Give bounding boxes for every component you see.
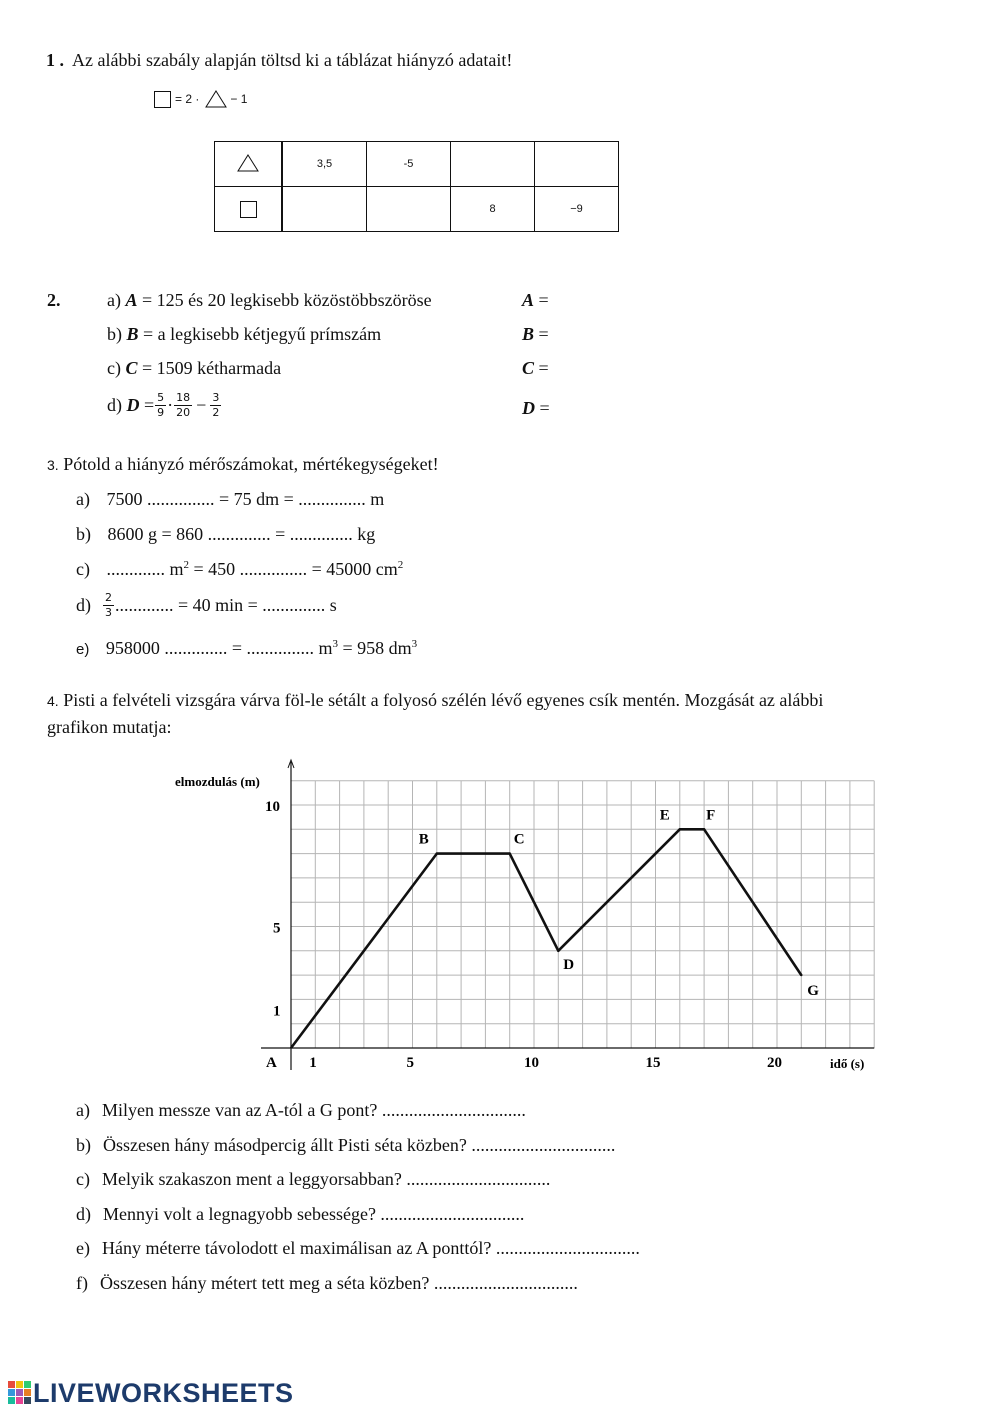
point-f-marker xyxy=(703,828,705,830)
chart-ylabel: elmozdulás (m) xyxy=(175,774,260,789)
q3-a-text[interactable]: 7500 ............... = 75 dm = ............... m xyxy=(106,489,385,509)
q2-d-answer-eq: = xyxy=(539,398,550,418)
square-icon xyxy=(154,91,171,108)
q3-instruction: Pótold a hiányzó mérőszámokat, mértékegységeket! xyxy=(63,454,439,474)
triangle-icon xyxy=(205,90,227,108)
q2-a-answer-var: A xyxy=(522,290,535,310)
point-label-f: F xyxy=(706,807,716,824)
square-header-cell xyxy=(215,187,283,232)
liveworksheets-logo-icon xyxy=(7,1379,33,1409)
q4-question-label: d) xyxy=(76,1203,91,1224)
q4-heading-line1 xyxy=(47,690,823,711)
q4-question-label: e) xyxy=(76,1238,90,1258)
fraction-numerator: 5 xyxy=(157,391,165,404)
q2-c-answer-var: C xyxy=(522,358,535,378)
q2-c-var: C xyxy=(125,358,138,378)
q3-b-text[interactable]: 8600 g = 860 .............. = .............. kg xyxy=(107,524,376,544)
answer-cell[interactable] xyxy=(451,142,535,187)
point-g-marker xyxy=(800,974,802,976)
q2-answer-c[interactable] xyxy=(522,358,549,379)
point-d-marker xyxy=(557,950,559,952)
q4-question xyxy=(76,1169,550,1190)
fraction-numerator: 18 xyxy=(176,391,191,404)
table-row xyxy=(215,142,619,187)
fraction-denominator: 9 xyxy=(157,406,165,419)
fraction-numerator: 3 xyxy=(212,391,220,404)
q2-d-fraction-2 xyxy=(174,391,192,420)
q2-line-b xyxy=(107,324,381,345)
q2-c-label: c) xyxy=(107,358,121,378)
q2-d-eq: = xyxy=(144,395,155,415)
triangle-icon xyxy=(237,154,259,172)
point-e-marker xyxy=(679,828,681,830)
x-tick-label: 1 xyxy=(309,1055,317,1071)
q4-question-label: f) xyxy=(76,1272,88,1293)
q2-number: 2. xyxy=(47,290,61,310)
chart-xlabel: idő (s) xyxy=(830,1056,865,1071)
y-tick-label: 1 xyxy=(273,1003,281,1020)
q4-question-text[interactable]: Mennyi volt a legnagyobb sebessége? ................................ xyxy=(103,1203,525,1224)
q4-question-text[interactable]: Hány méterre távolodott el maximálisan az A ponttól? ................................ xyxy=(101,1238,640,1258)
q2-c-text: = 1509 kétharmada xyxy=(142,358,282,378)
q4-question-label: c) xyxy=(76,1169,90,1189)
q2-b-text: = a legkisebb kétjegyű prímszám xyxy=(143,324,382,344)
q2-d-minus: − xyxy=(196,395,207,415)
chart-grid xyxy=(291,781,874,1048)
q3-heading xyxy=(47,454,439,475)
q3-a-label: a) xyxy=(76,489,90,509)
q3-b-label: b) xyxy=(76,524,91,544)
q3-c-label: c) xyxy=(76,559,90,579)
answer-cell[interactable] xyxy=(367,187,451,232)
q2-b-answer-eq: = xyxy=(538,324,549,344)
fraction-denominator: 2 xyxy=(212,406,220,419)
q1-instruction: Az alábbi szabály alapján töltsd ki a táblázat hiányzó adatait! xyxy=(72,50,513,70)
q2-answer-d[interactable] xyxy=(522,398,550,419)
table-row xyxy=(215,187,619,232)
point-b-marker xyxy=(436,852,438,854)
q2-a-answer-eq: = xyxy=(538,290,549,310)
point-label-d: D xyxy=(563,956,575,973)
table-cell: -5 xyxy=(367,142,451,187)
q4-question xyxy=(76,1135,615,1156)
q2-line-d xyxy=(107,391,222,420)
footer-logo xyxy=(7,1378,294,1409)
q3-item-a xyxy=(76,489,384,510)
q4-question-label: a) xyxy=(76,1100,90,1120)
q4-question-text[interactable]: Összesen hány másodpercig állt Pisti séta közben? ................................ xyxy=(103,1134,616,1155)
q4-question-text[interactable]: Milyen messze van az A-tól a G pont? ................................ xyxy=(101,1100,526,1120)
answer-cell[interactable] xyxy=(282,187,367,232)
displacement-chart xyxy=(160,750,900,1080)
q2-d-var: D xyxy=(126,395,140,415)
q4-question-text[interactable]: Melyik szakaszon ment a leggyorsabban? ................................ xyxy=(101,1169,551,1189)
chart-series xyxy=(291,828,803,1048)
q2-d-fraction-1 xyxy=(155,391,166,420)
table-cell: 8 xyxy=(451,187,535,232)
q1-heading xyxy=(46,50,512,71)
q4-question xyxy=(76,1238,640,1259)
q3-item-e xyxy=(76,638,417,659)
q2-b-label: b) xyxy=(107,324,122,344)
q2-a-label: a) xyxy=(107,290,121,310)
q3-d-label: d) xyxy=(76,595,91,615)
point-label-g: G xyxy=(807,983,819,1000)
q4-number: 4. xyxy=(47,693,59,709)
q1-rule-minus: − 1 xyxy=(230,92,248,106)
fraction-numerator: 2 xyxy=(105,591,112,604)
displacement-line xyxy=(291,829,801,1048)
q2-c-answer-eq: = xyxy=(538,358,549,378)
triangle-header-cell xyxy=(215,142,283,187)
q4-question xyxy=(76,1100,526,1121)
q2-answer-a[interactable] xyxy=(522,290,549,311)
q2-d-label: d) xyxy=(107,395,122,415)
q3-number: 3. xyxy=(47,457,59,473)
q4-question xyxy=(76,1273,578,1294)
q2-answer-b[interactable] xyxy=(522,324,549,345)
chart-origin-label: A xyxy=(266,1055,277,1071)
q3-e-label: e) xyxy=(76,641,90,658)
q3-d-text[interactable]: ............. = 40 min = .............. s xyxy=(115,595,337,615)
q4-instruction-line1: Pisti a felvételi vizsgára várva föl-le sétált a folyosó szélén lévő egyenes csík mentén. Mozgását az alábbi xyxy=(63,690,824,710)
q3-item-b xyxy=(76,524,375,545)
y-tick-label: 5 xyxy=(273,920,281,937)
q2-a-text: = 125 és 20 legkisebb közöstöbbszöröse xyxy=(142,290,432,310)
q2-d-fraction-3 xyxy=(210,391,221,420)
q4-question-label: b) xyxy=(76,1134,91,1155)
q2-line-a xyxy=(107,290,432,311)
fraction-denominator: 20 xyxy=(176,406,191,419)
q2-d-answer-var: D xyxy=(522,398,535,418)
q1-number: 1 . xyxy=(46,50,64,70)
q4-question xyxy=(76,1204,524,1225)
point-label-b: B xyxy=(418,831,429,848)
point-label-e: E xyxy=(659,807,670,824)
point-label-c: C xyxy=(513,831,525,848)
q1-rule-eq: = 2 · xyxy=(175,92,200,106)
fraction-denominator: 3 xyxy=(105,606,112,619)
square-icon xyxy=(240,201,257,218)
q2-b-answer-var: B xyxy=(522,324,535,344)
q1-table xyxy=(214,141,619,232)
q3-item-c xyxy=(76,559,403,580)
y-tick-label: 10 xyxy=(265,799,280,815)
q2-a-var: A xyxy=(125,290,138,310)
x-tick-label: 15 xyxy=(645,1055,661,1071)
q3-d-fraction xyxy=(103,591,114,620)
table-cell: 3,5 xyxy=(282,142,367,187)
q3-item-d xyxy=(76,591,337,620)
q4-question-text[interactable]: Összesen hány métert tett meg a séta közben? ................................ xyxy=(100,1272,578,1293)
q4-heading-line2: grafikon mutatja: xyxy=(47,717,172,737)
x-tick-label: 10 xyxy=(524,1055,539,1071)
x-tick-label: 20 xyxy=(767,1055,782,1071)
x-tick-label: 5 xyxy=(406,1055,414,1071)
liveworksheets-logo-text: LIVEWORKSHEETS xyxy=(33,1378,294,1408)
q1-rule xyxy=(154,90,247,108)
q2-b-var: B xyxy=(126,324,139,344)
q2-line-c xyxy=(107,358,281,379)
chart-point-labels xyxy=(419,807,820,999)
q3-c-text[interactable]: ............. $m^2 = 450$ ............... = 45000 $cm^2$ xyxy=(106,559,404,579)
q3-e-text[interactable]: 958000 .............. = ............... $m^3 = 958$ $dm^3$ xyxy=(105,638,418,658)
answer-cell[interactable] xyxy=(535,142,619,187)
table-cell: −9 xyxy=(535,187,619,232)
q2-d-dot: · xyxy=(167,395,174,415)
point-c-marker xyxy=(509,852,511,854)
